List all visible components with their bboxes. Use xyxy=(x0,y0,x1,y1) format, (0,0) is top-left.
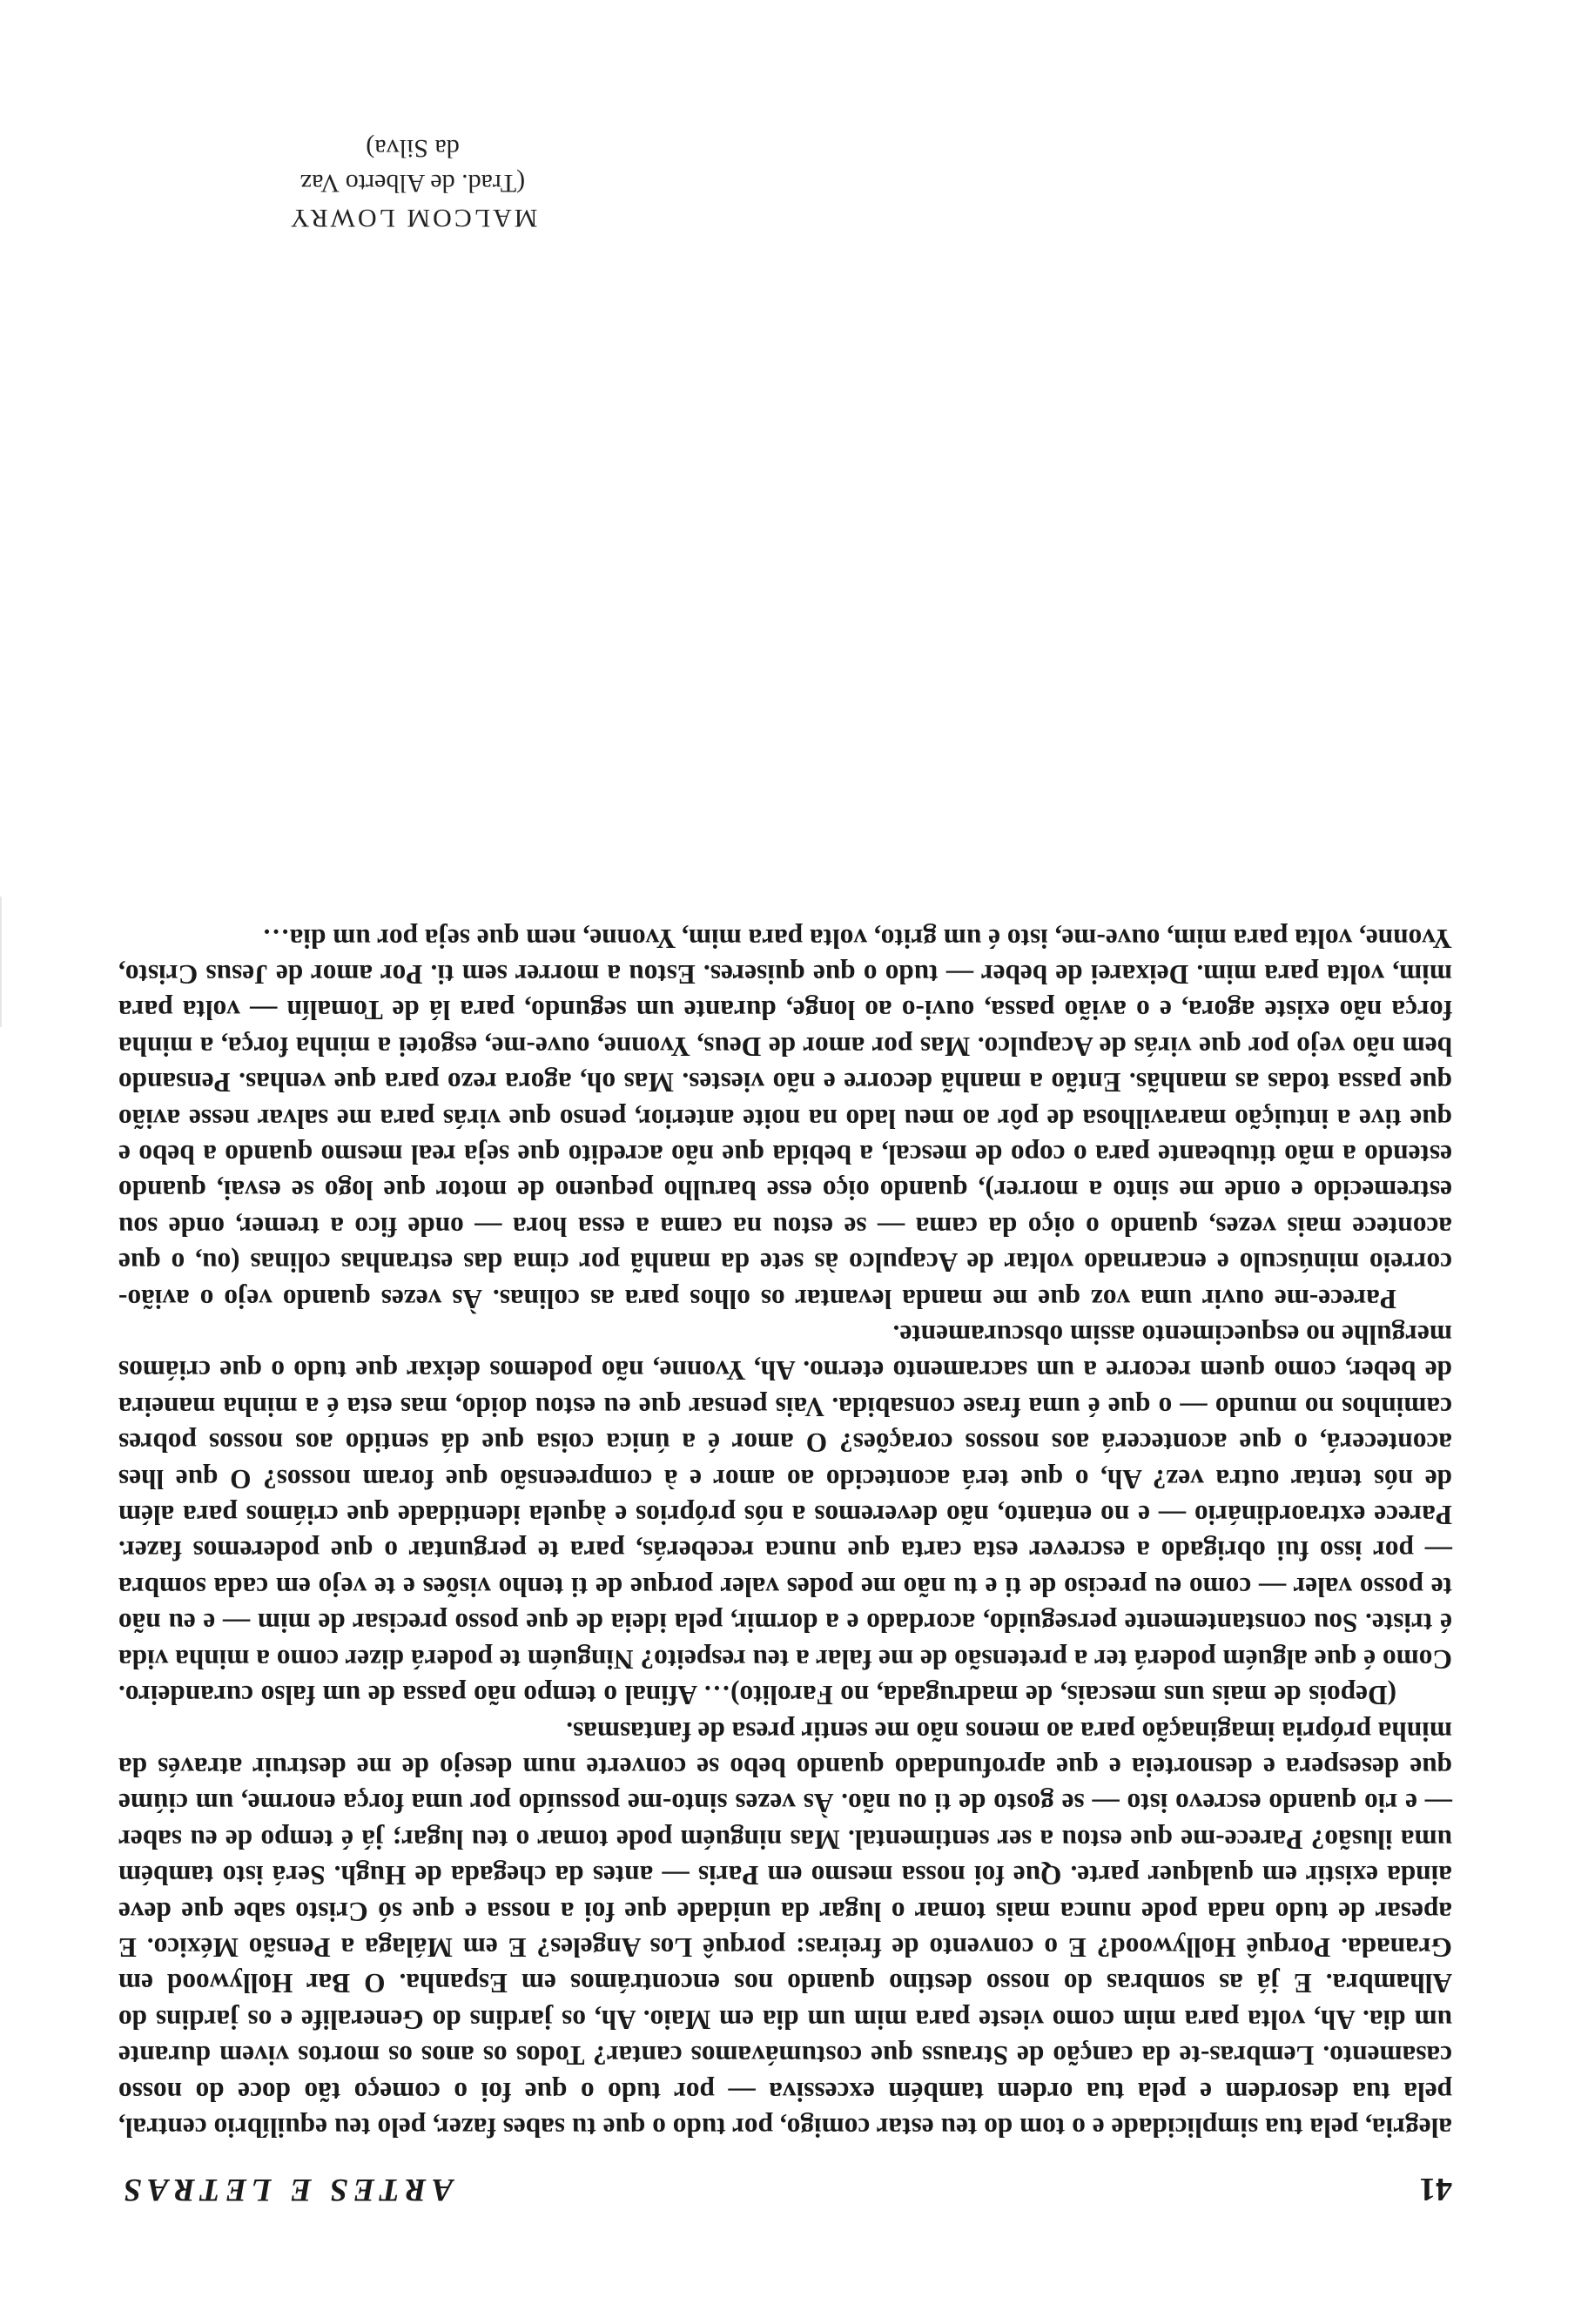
article-body xyxy=(118,920,1452,2146)
running-title: ARTES E LETRAS xyxy=(118,2172,454,2207)
paragraph: (Depois de mais uns mescais, de madrugada, no Farolito)… Afinal o tempo não passa de um falso curandeiro. Como é que alguém poderá ter a pretensão de me falar a teu respeito? Ninguém te poderá dizer como a minha vida é triste. Sou constantemente perseguido, acordado e a dormir, pela ideia de que posso precisar de mim — e eu não te posso valer — como eu preciso de ti e tu não me podes valer porque de ti tenho visões e te vejo em cada sombra — por isso fui obrigado a escrever esta carta que nunca receberás, para te perguntar o que poderemos fazer. Parece extraordinário — e no entanto, não deveremos a nós próprios e àquela identidade que criámos para além de nós tentar outra vez? Ah, o que terá acontecido ao amor e à compreensão que foram nossos? O que lhes acontecerá, o que acontecerá aos nossos corações? O amor é a única coisa que dá sentido aos nossos pobres caminhos no mundo — o que é uma frase consabida. Vais pensar que eu estou doido, mas esta é a minha maneira de beber, como quem recorre a um sacramento eterno. Ah, Yvonne, não podemos deixar que tudo o que criámos mergulhe no esquecimento assim obscuramente. xyxy=(118,1320,1452,1711)
page-header xyxy=(118,2156,1452,2208)
scan-margin-mark xyxy=(0,897,2,1027)
paragraph: alegria, pela tua simplicidade e o tom do teu estar comigo, por tudo o que tu sabes fazer, pelo teu equilíbrio central, pela tua desordem e pela tua ordem também excessiva — por tudo o que foi o começo tão doce do nosso casamento. Lembras-te da canção de Strauss que costumávamos cantar? Todos os anos os mortos vivem durante um dia. Ah, volta para mim como vieste para mim um dia em Maio. Ah, os jardins do Generalife e os jardins do Alhambra. E já as sombras do nosso destino quando nos encontrámos em Espanha. O Bar Hollywood em Granada. Porquê Hollywood? E o convento de freiras: porquê Los Angeles? E em Málaga a Pensão México. E apesar de tudo nada pode nunca mais tomar o lugar da unidade que foi a nossa e que só Cristo sabe que deve ainda existir em qualquer parte. Que foi nossa mesmo em Paris — antes da chegada de Hugh. Será isto também uma ilusão? Parece-me que estou a ser sentimental. Mas ninguém pode tomar o teu lugar; já é tempo de eu saber — e rio quando escrevo isto — se gosto de ti ou não. Às vezes sinto-me possuído por uma força enorme, um ciúme que desespera e desnorteia e que aprofundado quando bebo se converte num desejo de me destruir através da minha própria imaginação para ao menos não me sentir presa de fantasmas. xyxy=(118,1716,1452,2143)
translator-credit-line-1: (Trad. de Alberto Vaz xyxy=(299,169,526,198)
paragraph: Parece-me ouvir uma voz que me manda levantar os olhos para as colinas. Às vezes quando vejo o avião-correio minúsculo e encarnado voltar de Acapulco às sete da manhã por cima das estranhas colinas (ou, o que acontece mais vezes, quando o oiço da cama — se estou na cama a essa hora — onde fico a tremer, onde sou estremecido e onde me sinto a morrer), quando oiço esse barulho pequeno de motor que logo se esvai, quando estendo a mão titubeante para o copo de mescal, a bebida que não acredito que seja real mesmo quando a bebo e que tive a intuição maravilhosa de pôr ao meu lado na noite anterior, penso que virás para me salvar nesse avião que passa todas as manhãs. Então a manhã decorre e não viestes. Mas oh, agora rezo para que venhas. Pensando bem não vejo por que virás de Acapulco. Mas por amor de Deus, Yvonne, ouve-me, esgotei a minha força, a minha força não existe agora, e o avião passa, ouvi-o ao longe, durante um segundo, para lá de Tomalín — volta para mim, volta para mim. Deixarei de beber — tudo o que quiseres. Estou a morrer sem ti. Por amor de Jesus Cristo, Yvonne, volta para mim, ouve-me, isto é um grito, volta para mim, Yvonne, nem que seja por um dia… xyxy=(118,923,1452,1314)
page-number: 41 xyxy=(1419,2171,1452,2207)
translator-credit-line-2: da Silva) xyxy=(366,134,460,163)
author-name: MALCOM LOWRY xyxy=(287,204,538,232)
author-signature xyxy=(204,131,622,235)
